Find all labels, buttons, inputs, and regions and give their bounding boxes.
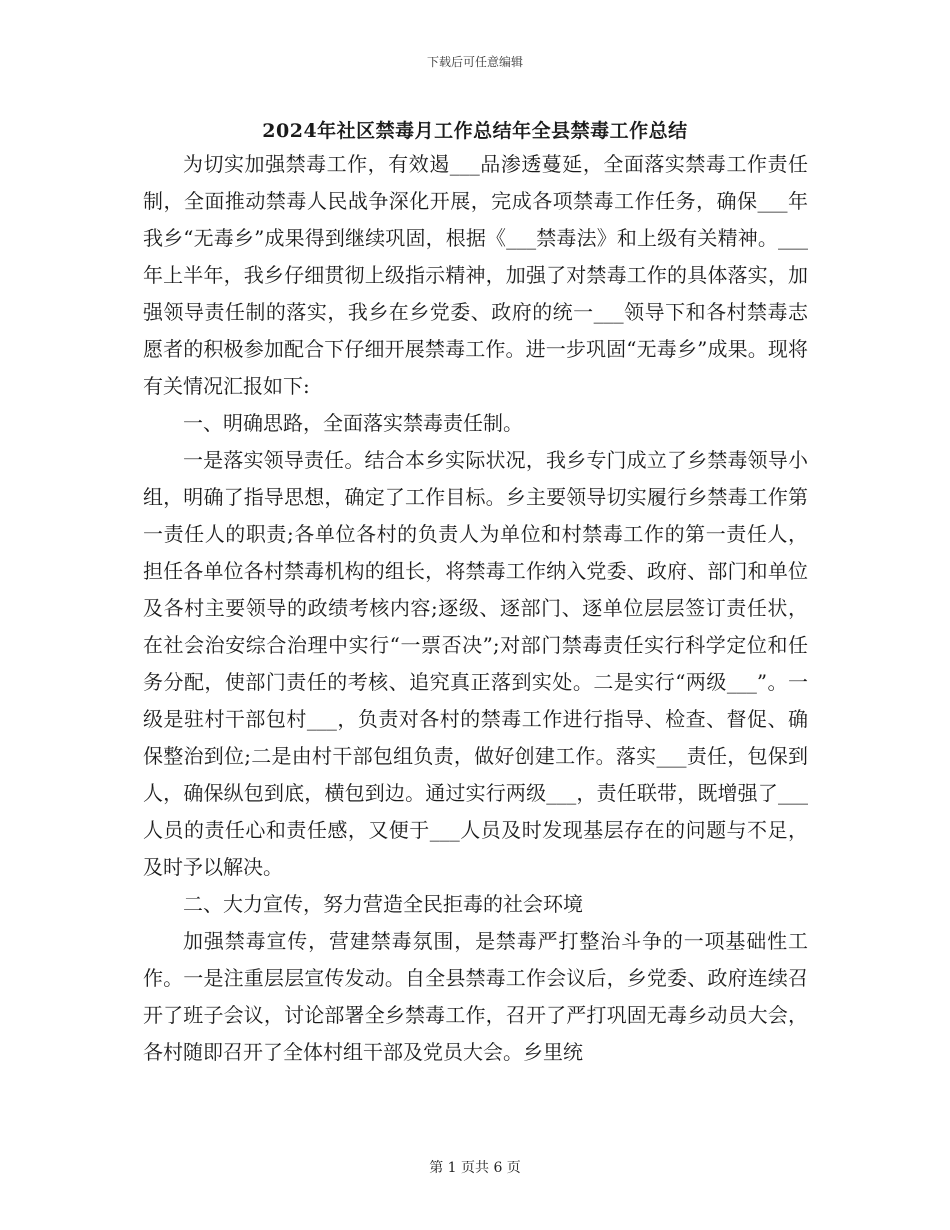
- paragraph: 为切实加强禁毒工作，有效遏___品渗透蔓延，全面落实禁毒工作责任制，全面推动禁毒人民战争深化开展，完成各项禁毒工作任务，确保___年我乡“无毒乡”成果得到继续巩固，根据《___禁毒法》和上级有关精神。___年上半年，我乡仔细贯彻上级指示精神，加强了对禁毒工作的具体落实，加强领导责任制的落实，我乡在乡党委、政府的统一___领导下和各村禁毒志愿者的积极参加配合下仔细开展禁毒工作。进一步巩固“无毒乡”成果。现将有关情况汇报如下:: [143, 152, 808, 398]
- section-heading: 一、明确思路，全面落实禁毒责任制。: [183, 411, 523, 435]
- paragraph: 加强禁毒宣传，营建禁毒氛围，是禁毒严打整治斗争的一项基础性工作。一是注重层层宣传发动。自全县禁毒工作会议后，乡党委、政府连续召开了班子会议，讨论部署全乡禁毒工作，召开了严打巩固无毒乡动员大会，各村随即召开了全体村组干部及党员大会。乡里统: [143, 929, 808, 1064]
- section-heading: 二、大力宣传，努力营造全民拒毒的社会环境: [183, 892, 583, 916]
- paragraph: 一是落实领导责任。结合本乡实际状况，我乡专门成立了乡禁毒领导小组，明确了指导思想，确定了工作目标。乡主要领导切实履行乡禁毒工作第一责任人的职责;各单位各村的负责人为单位和村禁毒工作的第一责任人，担任各单位各村禁毒机构的组长，将禁毒工作纳入党委、政府、部门和单位及各村主要领导的政绩考核内容;逐级、逐部门、逐单位层层签订责任状，在社会治安综合治理中实行“一票否决”;对部门禁毒责任实行科学定位和任务分配，使部门责任的考核、追究真正落到实处。二是实行“两级___”。一级是驻村干部包村___，负责对各村的禁毒工作进行指导、检查、督促、确保整治到位;二是由村干部包组负责，做好创建工作。落实___责任，包保到人，确保纵包到底，横包到边。通过实行两级___，责任联带，既增强了___人员的责任心和责任感，又便于___人员及时发现基层存在的问题与不足，及时予以解决。: [143, 448, 808, 879]
- document-body: [143, 146, 808, 1071]
- document-title: 2024年社区禁毒月工作总结年全县禁毒工作总结: [262, 120, 688, 142]
- page-footer: 第 1 页共 6 页: [429, 1160, 521, 1176]
- header-note: 下载后可任意编辑: [426, 55, 523, 69]
